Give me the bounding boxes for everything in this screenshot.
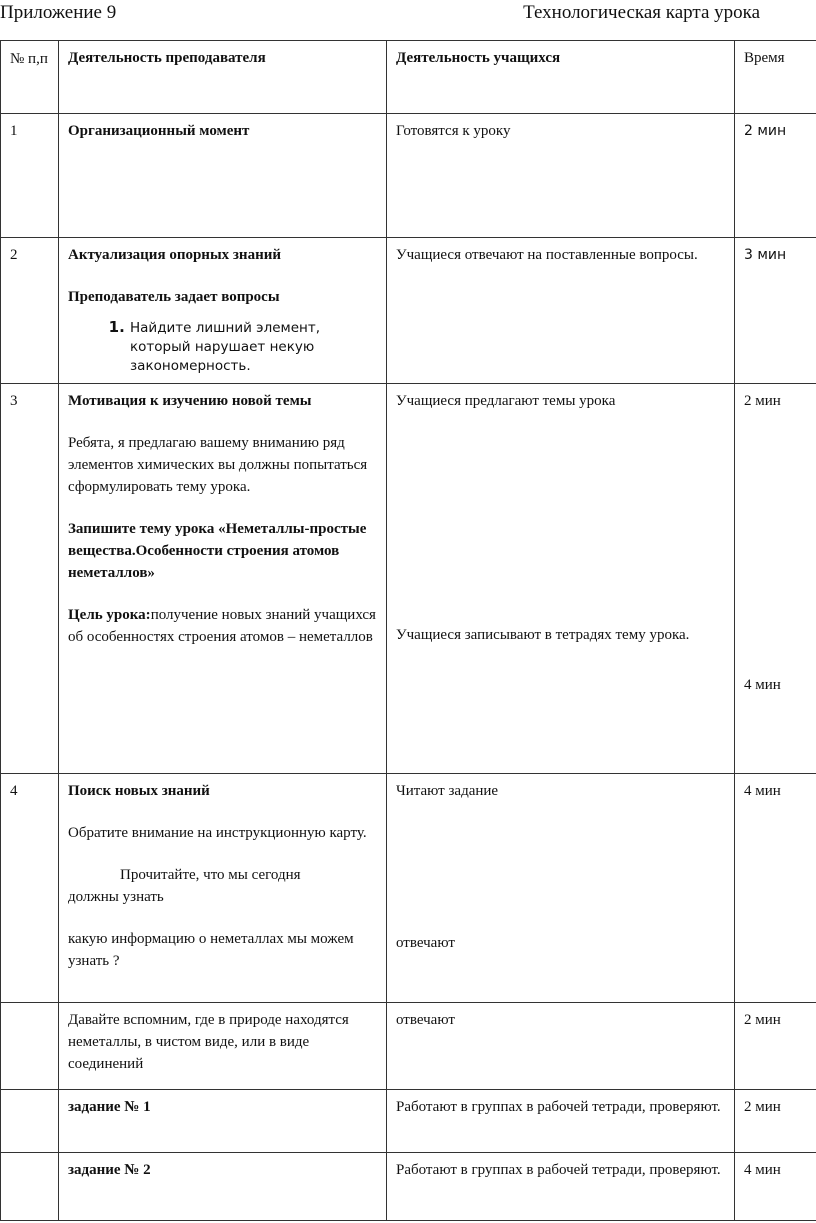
- header-num: № п,п: [1, 41, 59, 114]
- teacher-paragraph: Обратите внимание на инструкционную карту.: [68, 825, 367, 841]
- student-activity: Учащиеся отвечают на поставленные вопросы.: [387, 238, 735, 384]
- student-activity: [387, 774, 735, 1003]
- table-row: [1, 1153, 816, 1221]
- time-cell: 3 мин: [735, 238, 816, 384]
- section-title: Поиск новых знаний: [68, 783, 210, 799]
- table-row: [1, 384, 816, 774]
- teacher-paragraph: какую информацию о неметаллах мы можем узнать ?: [68, 931, 354, 969]
- lesson-goal: [68, 604, 378, 648]
- time-cell: 4 мин: [735, 774, 816, 1003]
- student-activity: [387, 384, 735, 774]
- student-text: отвечают: [396, 935, 455, 951]
- student-activity: Работают в группах в рабочей тетради, проверяют.: [387, 1153, 735, 1221]
- teacher-activity: [59, 384, 387, 774]
- row-num: 1: [1, 114, 59, 238]
- section-title: Актуализация опорных знаний: [68, 247, 282, 263]
- header-time: Время: [735, 41, 816, 114]
- teacher-activity: [59, 774, 387, 1003]
- time-cell: 2 мин: [735, 1003, 816, 1090]
- row-num: [1, 1090, 59, 1153]
- row-num: 2: [1, 238, 59, 384]
- student-activity: Готовятся к уроку: [387, 114, 735, 238]
- table-row: [1, 238, 816, 384]
- question-list: [68, 318, 378, 376]
- teacher-activity: Организационный момент: [59, 114, 387, 238]
- table-row: [1, 114, 816, 238]
- teacher-paragraph: Прочитайте, что мы сегодня: [120, 867, 301, 883]
- list-item: 1. Найдите лишний элемент, который нарушает некую закономерность.: [130, 318, 378, 376]
- time-cell: [735, 384, 816, 774]
- teacher-paragraph: Ребята, я предлагаю вашему вниманию ряд элементов химических вы должны попытаться сформулировать тему урока.: [68, 435, 368, 495]
- row-num: [1, 1153, 59, 1221]
- time-cell: 4 мин: [735, 1153, 816, 1221]
- lesson-topic: Запишите тему урока «Неметаллы-простые вещества.Особенности строения атомов неметаллов»: [68, 521, 367, 581]
- student-text: Учащиеся записывают в тетрадях тему урока.: [396, 627, 690, 643]
- table-header-row: [1, 41, 816, 114]
- appendix-label: Приложение 9: [0, 2, 117, 23]
- table-row: [1, 1090, 816, 1153]
- student-activity: Работают в группах в рабочей тетради, проверяют.: [387, 1090, 735, 1153]
- teacher-paragraph: должны узнать: [68, 889, 164, 905]
- header-teacher: Деятельность преподавателя: [59, 41, 387, 114]
- time-cell: 2 мин: [735, 114, 816, 238]
- teacher-activity: Давайте вспомним, где в природе находятся неметаллы, в чистом виде, или в виде соединений: [59, 1003, 387, 1090]
- time-value: 2 мин: [744, 393, 781, 409]
- student-text: Читают задание: [396, 783, 499, 799]
- row-num: [1, 1003, 59, 1090]
- table-row: [1, 774, 816, 1003]
- teacher-activity: задание № 1: [59, 1090, 387, 1153]
- student-text: Учащиеся предлагают темы урока: [396, 393, 616, 409]
- header-students: Деятельность учащихся: [387, 41, 735, 114]
- time-value: 4 мин: [744, 677, 781, 693]
- table-row: [1, 1003, 816, 1090]
- page-header: [0, 2, 816, 32]
- teacher-activity: [59, 238, 387, 384]
- goal-text: получение новых знаний учащихся об особенностях строения атомов – неметаллов: [68, 607, 376, 645]
- time-cell: 2 мин: [735, 1090, 816, 1153]
- row-num: 4: [1, 774, 59, 1003]
- lesson-plan-table: [0, 40, 816, 1221]
- document-title: Технологическая карта урока: [523, 2, 760, 23]
- goal-label: Цель урока:: [68, 607, 151, 623]
- row-num: 3: [1, 384, 59, 774]
- section-title: Мотивация к изучению новой темы: [68, 393, 312, 409]
- student-activity: отвечают: [387, 1003, 735, 1090]
- section-subtitle: Преподаватель задает вопросы: [68, 289, 280, 305]
- teacher-activity: задание № 2: [59, 1153, 387, 1221]
